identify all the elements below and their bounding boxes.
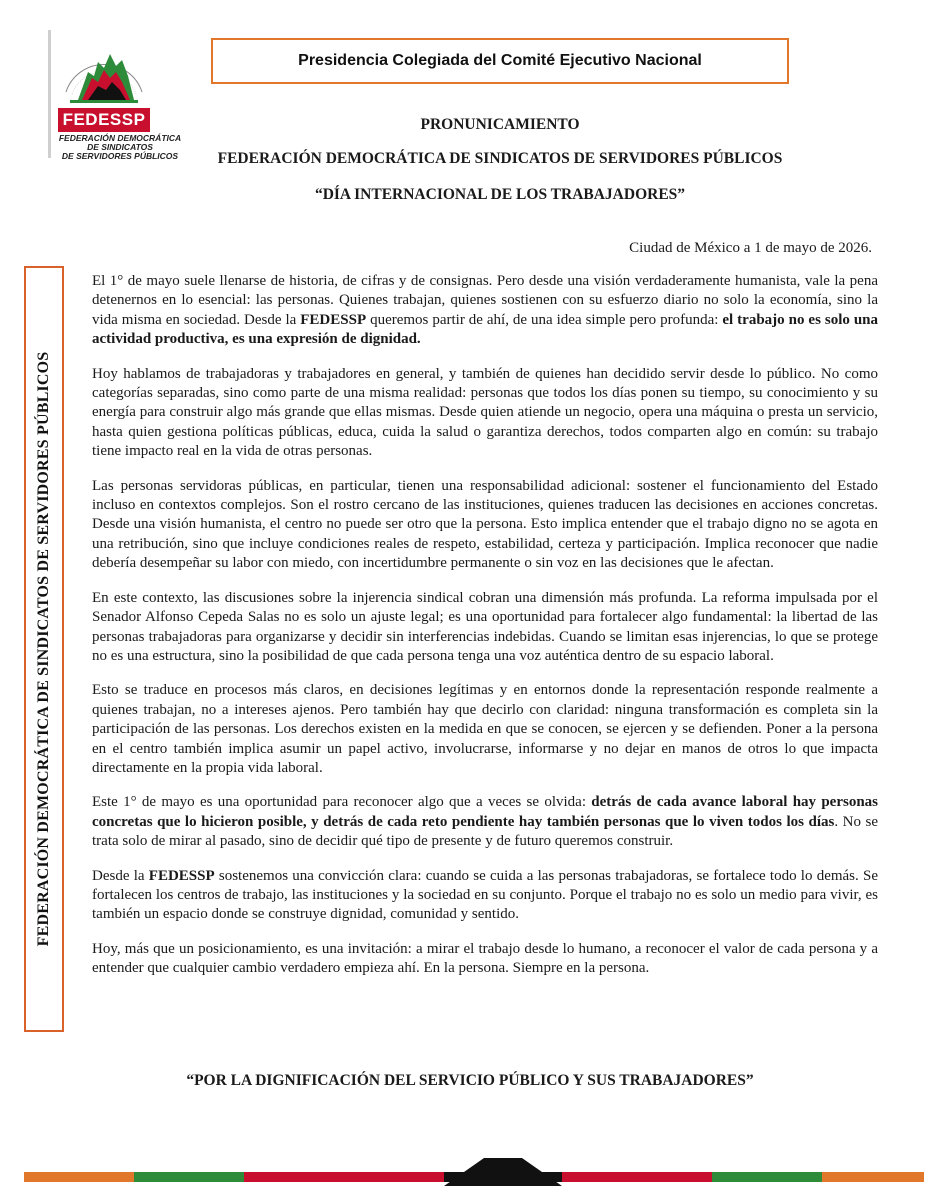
logo-subtitle-line: DE SERVIDORES PÚBLICOS xyxy=(61,151,179,161)
header-title: Presidencia Colegiada del Comité Ejecutivo Nacional xyxy=(298,52,702,69)
fedessp-logo xyxy=(48,30,188,160)
paragraph-text: queremos partir de ahí, de una idea simple pero profunda: xyxy=(366,311,723,328)
paragraph-bold: FEDESSP xyxy=(148,867,215,884)
paragraph-1 xyxy=(92,272,878,350)
footer-band-green xyxy=(134,1172,244,1182)
logo-subtitle-line: FEDERACIÓN DEMOCRÁTICA xyxy=(58,133,182,143)
paragraph-2: Hoy hablamos de trabajadoras y trabajadores en general, y también de quienes han decidido servir desde lo público. No como categorías separadas, sino como parte de una misma realidad: personas que todos los días ponen su tiempo, su conocimiento y su energía para construir algo más grande que ellas mismas. Desde quien atiende un negocio, opera una máquina o presta un servicio, hasta quien gestiona políticas públicas, educa, cuida la salud o garantiza derechos, todos comparten algo en común: su trabajo tiene impacto real en la vida de otras personas. xyxy=(92,365,878,460)
paragraph-3: Las personas servidoras públicas, en particular, tienen una responsabilidad adicional: sostener el funcionamiento del Estado incluso en contextos complejos. Son el rostro cercano de las instituciones, quienes traducen las decisiones en acciones concretas. Desde una visión humanista, el centro no puede ser otro que la persona. Esto implica entender que el trabajo digno no se agota en una retribución, sino que incluye condiciones reales de respeto, estabilidad, certeza y participación. Implica reconocer que nadie debería desempeñar su labor con miedo, con incertidumbre permanente o sin voz en las decisiones que le afectan. xyxy=(92,477,878,572)
logo-brand-text: FEDESSP xyxy=(58,108,150,132)
paragraph-text: sostenemos una convicción clara: cuando se cuida a las personas trabajadoras, se fortalece todo lo demás. Se fortalecen los centros de trabajo, las instituciones y la sociedad en su conjunto. Porque el trabajo no es solo un medio para vivir, es también un espacio donde se construye dignidad, comunidad y sentido. xyxy=(92,867,878,923)
paragraph-bold: detrás de cada avance laboral hay personas concretas que lo hicieron posible, y detrás de cada reto pendiente hay también personas que lo viven todos los días xyxy=(92,794,878,830)
paragraph-6 xyxy=(92,793,878,851)
logo-emblem-icon xyxy=(58,32,150,108)
footer-stripe xyxy=(24,1168,924,1186)
paragraph-7 xyxy=(92,867,878,925)
footer-band-red xyxy=(244,1172,444,1182)
heading-event: “DÍA INTERNACIONAL DE LOS TRABAJADORES” xyxy=(314,186,686,203)
paragraph-text: Desde la xyxy=(92,867,149,884)
paragraph-bold: FEDESSP xyxy=(300,311,367,328)
header-title-box xyxy=(211,38,789,84)
paragraph-8: Hoy, más que un posicionamiento, es una invitación: a mirar el trabajo desde lo humano, a reconocer el valor de cada persona y a entender que cualquier cambio verdadero empieza ahí. En la persona. Siempre en la persona. xyxy=(92,940,878,977)
footer-band-orange xyxy=(24,1172,134,1182)
paragraph-text: Este 1° de mayo es una oportunidad para reconocer algo que a veces se olvida: xyxy=(92,794,592,811)
footer-band-green xyxy=(712,1172,822,1182)
paragraph-text: El 1° de mayo suele llenarse de historia, de cifras y de consignas. Pero desde una visión verdaderamente humanista, vale la pena detenernos en lo esencial: las personas. Quienes trabajan, quienes sostienen con su esfuerzo diario no solo la economía, sino la vida misma en sociedad. Desde la xyxy=(92,273,878,328)
heading-pronouncement: PRONUNICAMIENTO xyxy=(420,116,580,133)
footer-band-red xyxy=(562,1172,712,1182)
document-body xyxy=(92,272,878,994)
dateline: Ciudad de México a 1 de mayo de 2026. xyxy=(629,240,872,256)
footer-peak-shape xyxy=(444,1154,562,1186)
paragraph-bold: el trabajo no es solo una actividad productiva, es una expresión de dignidad. xyxy=(92,311,878,348)
paragraph-5: Esto se traduce en procesos más claros, en decisiones legítimas y en entornos donde la representación responde realmente a quienes trabajan, no a intereses ajenos. Pero también hay que decirlo con claridad: ninguna transformación es completa sin la participación de las personas. Los derechos existen en la medida en que se conocen, se ejercen y se defienden. Poner a la persona en el centro también implica asumir un papel activo, involucrarse, informarse y no dejar en manos de otros lo que impacta directamente en la propia vida laboral. xyxy=(92,682,878,776)
closing-slogan: “POR LA DIGNIFICACIÓN DEL SERVICIO PÚBLICO Y SUS TRABAJADORES” xyxy=(186,1072,754,1089)
logo-subtitle xyxy=(52,134,188,161)
logo-gutter-line xyxy=(48,30,51,158)
footer-band-orange xyxy=(822,1172,924,1182)
sidebar-vertical-text: FEDERACIÓN DEMOCRÁTICA DE SINDICATOS DE SERVIDORES PÚBLICOS xyxy=(35,351,52,947)
paragraph-4: En este contexto, las discusiones sobre la injerencia sindical cobran una dimensión más profunda. La reforma impulsada por el Senador Alfonso Cepeda Salas no es solo un ajuste legal; es una oportunidad para fortalecer algo fundamental: la libertad de las personas trabajadoras para organizarse y decidir sin interferencias indebidas. Cuando se limitan esas injerencias, lo que se protege no es una estructura, sino la posibilidad de que cada persona tenga una voz auténtica dentro de su espacio laboral. xyxy=(92,589,878,664)
sidebar-vertical-box xyxy=(24,266,64,1032)
heading-federation: FEDERACIÓN DEMOCRÁTICA DE SINDICATOS DE SERVIDORES PÚBLICOS xyxy=(217,150,783,167)
paragraph-text: . No se trata solo de mirar al pasado, sino de decidir qué tipo de presente y de futuro queremos construir. xyxy=(92,813,878,850)
logo-subtitle-line: DE SINDICATOS xyxy=(87,142,153,152)
